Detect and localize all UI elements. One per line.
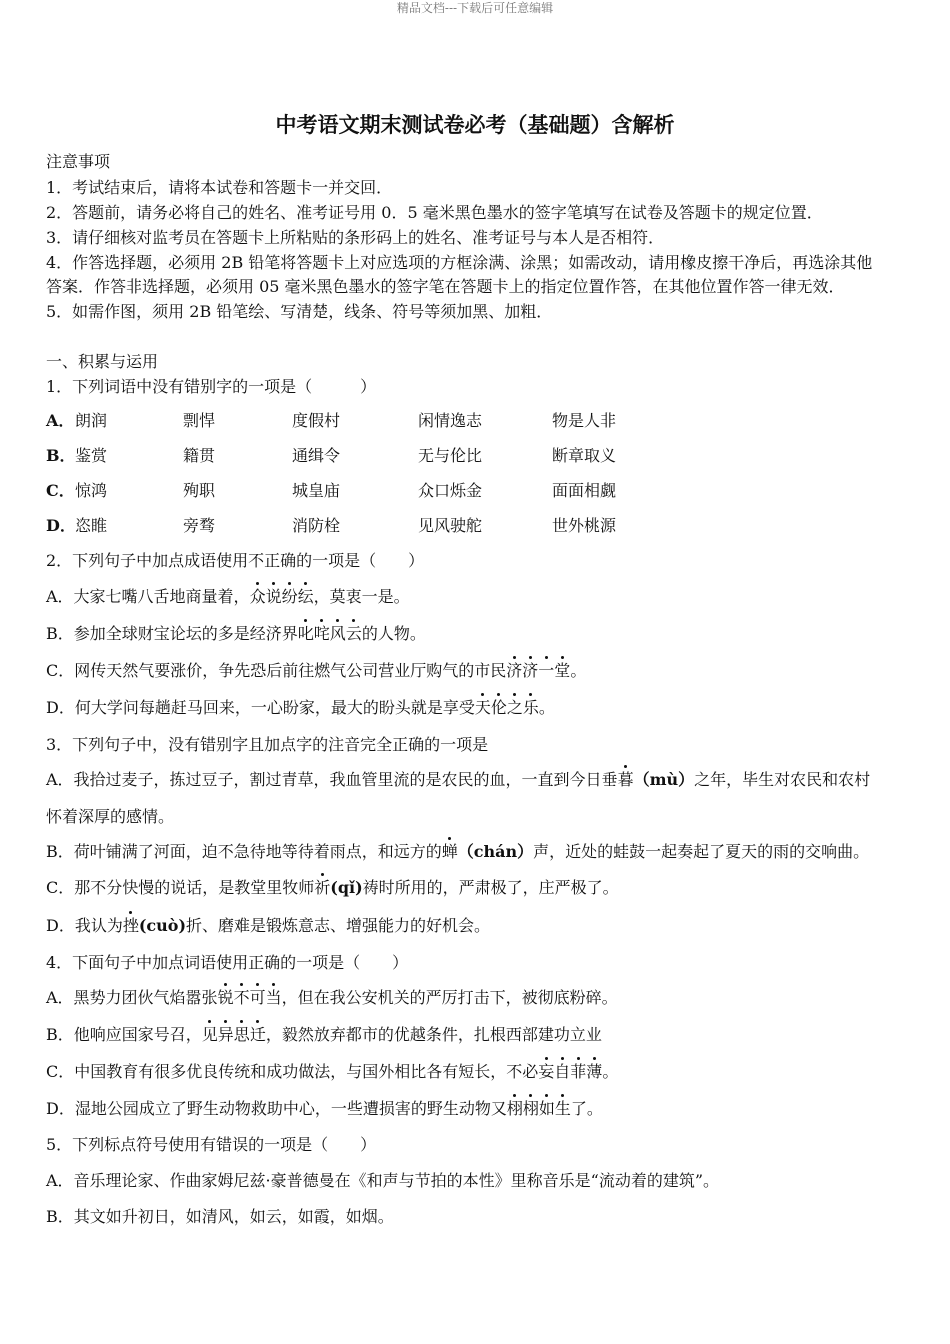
word: 通缉令 — [292, 446, 341, 465]
word: 旁骛 — [183, 516, 216, 535]
q2-option-c — [46, 659, 586, 683]
emphasis-char: 生 — [555, 1097, 571, 1121]
emphasis-char: 锐 — [218, 986, 234, 1010]
text: ，毅然放弃都市的优越条件，扎根西部建功立业 — [265, 1025, 602, 1044]
emphasis-char: 纭 — [298, 585, 314, 609]
dotted-char — [618, 770, 634, 789]
emphasis-char: 异 — [218, 1023, 234, 1047]
notice-item: 4．作答选择题，必须用 2B 铅笔将答题卡上对应选项的方框涂满、涂黑；如需改动，请用橡皮擦干净后，再选涂其他 — [46, 253, 873, 272]
word: 惊鸿 — [75, 481, 108, 500]
word: 籍贯 — [183, 446, 216, 465]
q3-option-c — [46, 876, 619, 900]
notice-item: 5．如需作图，须用 2B 铅笔绘、写清楚，线条、符号等须加黑、加粗． — [46, 302, 553, 321]
text: B．荷叶铺满了河面，迫不急待地等待着雨点，和远方的 — [46, 842, 442, 861]
notice-item: 3．请仔细核对监考员在答题卡上所粘贴的条形码上的姓名、准考证号与本人是否相符． — [46, 228, 665, 247]
word: 无与伦比 — [418, 446, 483, 465]
emphasis-char: 自 — [554, 1060, 570, 1084]
dotted-char — [314, 878, 330, 897]
word: 闲情逸志 — [418, 411, 483, 430]
page-title: 中考语文期末测试卷必考（基础题）含解析 — [275, 113, 675, 137]
notice-item: 2．答题前，请务必将自己的姓名、准考证号用 0．5 毫米黑色墨水的签字笔填写在试卷及答题卡的规定位置． — [46, 203, 823, 222]
text: 。 — [538, 698, 555, 717]
header-note: 精品文档---下载后可任意编辑 — [396, 1, 554, 15]
emphasis-char: 当 — [266, 986, 282, 1010]
q4-option-a — [46, 986, 618, 1010]
word: 朗润 — [75, 411, 108, 430]
q4-option-d — [46, 1097, 603, 1121]
dotted-phrase — [202, 1025, 266, 1044]
text: B．他响应国家号召， — [46, 1025, 202, 1044]
option-letter: A． — [46, 411, 75, 430]
emphasis-char: 一 — [538, 659, 554, 683]
pinyin: (cuò) — [138, 916, 187, 935]
emphasis-char: 天 — [475, 696, 491, 720]
option-letter: D． — [46, 516, 76, 535]
q3-option-a — [46, 768, 870, 792]
emphasis-char: 暮 — [618, 768, 634, 792]
text: ，但在我公安机关的严厉打击下，被彻底粉碎。 — [281, 988, 618, 1007]
word: 众口烁金 — [418, 481, 483, 500]
emphasis-char: 说 — [266, 585, 282, 609]
q5-option-b: B．其文如升初日，如清风，如云，如霞，如烟。 — [46, 1207, 394, 1226]
question-2-stem: 2．下列句子中加点成语使用不正确的一项是（ ） — [46, 551, 425, 570]
dotted-phrase — [506, 661, 570, 680]
question-5-stem: 5．下列标点符号使用有错误的一项是（ ） — [46, 1135, 377, 1154]
text: 祷时所用的，严肃极了，庄严极了。 — [362, 878, 619, 897]
text: 的人物。 — [361, 624, 426, 643]
emphasis-char: 栩 — [523, 1097, 539, 1121]
q2-option-d — [46, 696, 555, 720]
notice-item: 答案．作答非选择题，必须用 05 毫米黑色墨水的签字笔在答题卡上的指定位置作答，在其他位置作答一律无效． — [46, 277, 845, 296]
notice-item: 1．考试结束后，请将本试卷和答题卡一并交回． — [46, 178, 393, 197]
word: 度假村 — [292, 411, 341, 430]
text: A．我拾过麦子，拣过豆子，割过青草，我血管里流的是农民的血，一直到今日垂 — [46, 770, 618, 789]
text: ，莫衷一是。 — [313, 587, 410, 606]
emphasis-char: 风 — [330, 622, 346, 646]
emphasis-char: 叱 — [298, 622, 314, 646]
text: B．参加全球财宝论坛的多是经济界 — [46, 624, 298, 643]
section-heading: 一、积累与运用 — [46, 352, 159, 371]
q3-option-a-cont: 怀着深厚的感情。 — [46, 807, 175, 826]
notice-heading: 注意事项 — [46, 152, 111, 171]
emphasis-char: 见 — [202, 1023, 218, 1047]
option-letter: B． — [46, 446, 76, 465]
emphasis-char: 云 — [346, 622, 362, 646]
word: 恣睢 — [75, 516, 108, 535]
text: D．何大学问每趟赶马回来，一心盼家，最大的盼头就是享受 — [46, 698, 475, 717]
q3-option-b — [46, 840, 869, 864]
emphasis-char: 众 — [250, 585, 266, 609]
word: 断章取义 — [552, 446, 617, 465]
emphasis-char: 济 — [522, 659, 538, 683]
dotted-phrase — [250, 587, 314, 606]
question-1-stem: 1．下列词语中没有错别字的一项是（ ） — [46, 377, 377, 396]
word: 面面相觑 — [552, 481, 617, 500]
pinyin: （mù） — [633, 770, 695, 789]
text: 。 — [602, 1062, 619, 1081]
emphasis-char: 菲 — [570, 1060, 586, 1084]
question-3-stem: 3．下列句子中，没有错别字且加点字的注音完全正确的一项是 — [46, 735, 489, 754]
word: 消防栓 — [292, 516, 341, 535]
text: D．我认为 — [46, 916, 123, 935]
text: C．那不分快慢的说话，是教堂里牧师 — [46, 878, 315, 897]
pinyin: （chán） — [457, 842, 534, 861]
text: 了。 — [570, 1099, 603, 1118]
q4-option-c — [46, 1060, 618, 1084]
text: A．黑势力团伙气焰嚣张 — [46, 988, 218, 1007]
word: 见风驶舵 — [418, 516, 483, 535]
emphasis-char: 思 — [234, 1023, 250, 1047]
emphasis-char: 如 — [539, 1097, 555, 1121]
emphasis-char: 咤 — [314, 622, 330, 646]
q2-option-a — [46, 585, 410, 609]
text: 之年，毕生对农民和农村 — [694, 770, 871, 789]
dotted-phrase — [218, 988, 282, 1007]
dotted-phrase — [538, 1062, 602, 1081]
emphasis-char: 薄 — [586, 1060, 602, 1084]
text: A．大家七嘴八舌地商量着， — [46, 587, 250, 606]
dotted-char — [442, 842, 458, 861]
word: 剽悍 — [183, 411, 216, 430]
dotted-phrase — [298, 624, 362, 643]
q3-option-d — [46, 914, 490, 938]
q2-option-b — [46, 622, 426, 646]
emphasis-char: 妄 — [538, 1060, 554, 1084]
emphasis-char: 可 — [250, 986, 266, 1010]
emphasis-char: 济 — [506, 659, 522, 683]
emphasis-char: 之 — [507, 696, 523, 720]
option-letter: C． — [46, 481, 75, 500]
text: D．湿地公园成立了野生动物救助中心，一些遭损害的野生动物又 — [46, 1099, 507, 1118]
word: 鉴赏 — [75, 446, 108, 465]
word: 城皇庙 — [292, 481, 341, 500]
emphasis-char: 挫 — [123, 914, 139, 938]
dotted-phrase — [475, 698, 539, 717]
emphasis-char: 伦 — [491, 696, 507, 720]
q5-option-a: A．音乐理论家、作曲家姆尼兹·豪普德曼在《和声与节拍的本性》里称音乐是“流动着的建筑”。 — [46, 1171, 720, 1190]
text: 声，近处的蛙鼓一起奏起了夏天的雨的交响曲。 — [533, 842, 870, 861]
text: 折、磨难是锻炼意志、增强能力的好机会。 — [186, 916, 491, 935]
emphasis-char: 迁 — [250, 1023, 266, 1047]
question-4-stem: 4．下面句子中加点词语使用正确的一项是（ ） — [46, 953, 409, 972]
emphasis-char: 祈 — [314, 876, 330, 900]
emphasis-char: 蝉 — [442, 840, 458, 864]
pinyin: (qǐ) — [330, 878, 363, 897]
emphasis-char: 栩 — [507, 1097, 523, 1121]
dotted-char — [123, 916, 139, 935]
text: C．中国教育有很多优良传统和成功做法，与国外相比各有短长，不必 — [46, 1062, 539, 1081]
text: 。 — [570, 661, 587, 680]
emphasis-char: 乐 — [523, 696, 539, 720]
emphasis-char: 不 — [234, 986, 250, 1010]
word: 物是人非 — [552, 411, 617, 430]
dotted-phrase — [507, 1099, 571, 1118]
q4-option-b — [46, 1023, 602, 1047]
word: 世外桃源 — [552, 516, 617, 535]
emphasis-char: 堂 — [554, 659, 570, 683]
text: C．网传天然气要涨价，争先恐后前往燃气公司营业厅购气的市民 — [46, 661, 507, 680]
emphasis-char: 纷 — [282, 585, 298, 609]
word: 殉职 — [183, 481, 216, 500]
